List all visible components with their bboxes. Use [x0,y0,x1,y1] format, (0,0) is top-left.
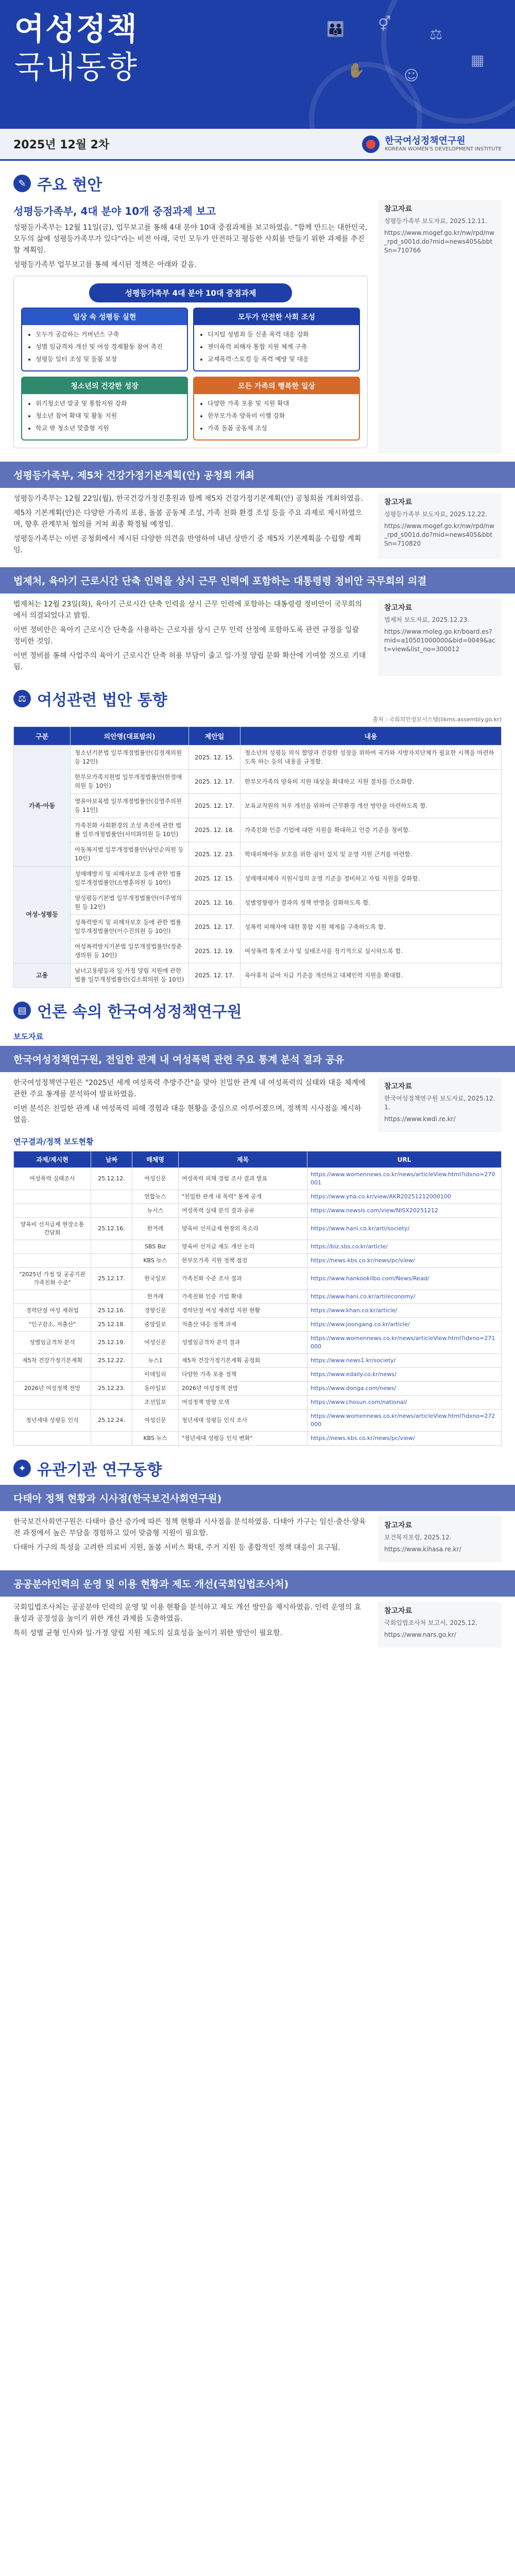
cell-title: 제5차 건강가정기본계획 공청회 [179,1354,307,1368]
cell-content: 성폭력 피해자에 대한 통합 지원 체계를 구축하도록 함. [241,915,502,939]
cell-title: 저출산 대응 정책 과제 [179,1318,307,1332]
chart-icon: ▦ [471,52,485,69]
reference-item: 법제처 보도자료, 2025.12.23. [384,616,470,623]
megaphone-icon: ✎ [13,175,31,192]
reference-box [378,1077,502,1132]
category-cell: 가족·아동 [14,745,71,867]
table-source-note: 출처 : 국회의안정보시스템(likms.assembly.go.kr) [372,716,502,723]
news-title-bar: 성평등가족부, 제5차 건강가정기본계획(안) 공청회 개최 [0,462,515,488]
gavel-icon: ⚖ [13,690,31,707]
box-item: • 가족 돌봄 공동체 조성 [208,423,354,433]
reference-title: 참고자료 [384,1521,413,1530]
cell-url[interactable]: https://www.womennews.co.kr/news/articleView.html?idxno=271000 [307,1332,502,1354]
cell-url[interactable]: https://news.kbs.co.kr/news/pc/view/ [307,1254,502,1268]
cell-name: 성매매방지 및 피해자보호 등에 관한 법률 일부개정법률안(소병훈의원 등 10인) [71,867,189,891]
cell-url[interactable]: https://biz.sbs.co.kr/article/ [307,1240,502,1254]
reference-box [378,599,502,676]
reference-box [378,1516,502,1562]
column-header: 제안일 [189,727,241,745]
cell-title: "청년세대 성평등 인식 변화" [179,1432,307,1446]
cell-outlet: 여성신문 [132,1410,179,1432]
cell-outlet: KBS 뉴스 [132,1254,179,1268]
table-row [14,1290,502,1304]
news-paragraph: 이번 분석은 친밀한 관계 내 여성폭력 피해 경험과 대응 현황을 중심으로 이루어졌으며, 정책적 시사점을 제시하였음. [13,1105,362,1124]
cell-topic [14,1396,91,1410]
cell-url[interactable]: https://www.newsis.com/view/NISX20251212 [307,1204,502,1218]
cell-url[interactable]: https://www.yna.co.kr/view/AKR20251212000100 [307,1190,502,1204]
cell-name: 남녀고용평등과 일·가정 양립 지원에 관한 법률 일부개정법률안(김소희의원 등 10인) [71,963,189,988]
cell-name: 영유아보육법 일부개정법률안(김영주의원 등 11인) [71,794,189,818]
cell-topic [14,1290,91,1304]
diagram-box [193,308,360,371]
cell-date: 2025. 12. 16. [189,891,241,915]
cell-outlet: 한겨레 [132,1290,179,1304]
table-row [14,939,502,963]
news-paragraph: 다태아 가구의 특성을 고려한 의료비 지원, 돌봄 서비스 확대, 주거 지원 등 종합적인 정책 대응이 요구됨. [13,1544,340,1552]
box-item: • 성별 임금격차 개선 및 여성 경제활동 참여 촉진 [36,342,182,352]
cell-title: 여성정책 방향 모색 [179,1396,307,1410]
table-row [14,794,502,818]
section-title: 주요 현안 [37,176,102,194]
reference-item: 보건복지포럼, 2025.12. [384,1534,452,1541]
cell-title: 청년세대 성평등 인식 조사 [179,1410,307,1432]
header-icons [316,15,502,103]
reference-item: 성평등가족부 보도자료, 2025.12.11. [384,217,487,225]
table-row [14,867,502,891]
section-main-issues [0,161,515,200]
reference-link[interactable]: https://www.kihasa.re.kr/ [384,1546,461,1553]
news-paragraph: 성평등가족부 업무보고를 통해 제시된 정책은 아래와 같음. [13,261,197,269]
cell-topic: 경력단절 여성 재취업 [14,1304,91,1318]
cell-name: 청소년기본법 일부개정법률안(김정재의원 등 12인) [71,745,189,770]
header-banner [0,0,515,129]
box-title: 모두가 안전한 사회 조성 [194,309,359,325]
reference-link[interactable]: https://www.kwdi.re.kr/ [384,1115,456,1123]
box-title: 일상 속 성평등 실현 [22,309,187,325]
cell-title: 여성폭력 피해 경험 조사 결과 발표 [179,1168,307,1190]
cell-url[interactable]: https://www.joongang.co.kr/article/ [307,1318,502,1332]
box-item: • 교제폭력·스토킹 등 폭력 예방 및 대응 [208,354,354,364]
cell-name: 양성평등기본법 일부개정법률안(이주영의원 등 12인) [71,891,189,915]
section-laws [0,676,515,715]
cell-date: 2025. 12. 15. [189,867,241,891]
column-header: 제목 [179,1151,307,1168]
cell-topic: 2026년 여성정책 전망 [14,1382,91,1396]
box-title: 모든 가족의 행복한 일상 [194,378,359,394]
category-cell: 여성·성평등 [14,867,71,963]
box-item: • 디지털 성범죄 등 신종 폭력 대응 강화 [208,329,354,340]
cell-date [91,1290,132,1304]
page-subtitle: 국내동향 [14,49,138,86]
cell-outlet: 연합뉴스 [132,1190,179,1204]
box-item: • 다양한 가족 포용 및 지원 확대 [208,398,354,409]
cell-outlet: 뉴시스 [132,1204,179,1218]
news-item [0,599,515,676]
cell-url[interactable]: https://www.womennews.co.kr/news/articleView.html?idxno=272000 [307,1410,502,1432]
news-paragraph: 한국보건사회연구원은 다태아 출산 증가에 따른 정책 현황과 시사점을 분석하였음. 다태아 가구는 임신·출산·양육 전 과정에서 높은 부담을 경험하고 있어 맞춤형 지원이 필요함. [13,1518,366,1537]
news-title-bar: 한국여성정책연구원, 전일한 관계 내 여성폭력 관련 주요 통계 분석 결과 공유 [0,1046,515,1072]
table-row [14,1368,502,1382]
table-row [14,891,502,915]
news-title-bar: 다태아 정책 현황과 시사점(한국보건사회연구원) [0,1485,515,1511]
cell-date: 2025. 12. 23. [189,842,241,867]
table-row [14,1204,502,1218]
section-media [0,988,515,1027]
news-paragraph: 국회입법조사처는 공공분야 인력의 운영 및 이용 현황을 분석하고 제도 개선 방안을 제시하였음. 인력 운영의 효율성과 공정성을 높이기 위한 개선 과제를 도출하였음. [13,1603,362,1623]
table-row [14,1318,502,1332]
news-item [0,1077,515,1132]
section-title: 여성관련 법안 통향 [37,691,167,709]
diagram-title: 성평등가족부 4대 분야 10대 중점과제 [89,283,293,302]
cell-title: 여성폭력 실태 분석 결과 공유 [179,1204,307,1218]
cell-date: 25.12.22. [91,1354,132,1368]
news-paragraph: 제5차 기본계획(안)은 다양한 가족의 포용, 돌봄 공동체 조성, 가족 친화 환경 조성 등을 주요 과제로 제시하였으며, 향후 관계부처 협의를 거쳐 최종 확정될 예정임. [13,509,363,529]
cell-date: 25.12.12. [91,1168,132,1190]
cell-date: 25.12.18. [91,1318,132,1332]
cell-date [91,1204,132,1218]
balance-icon: ⚖ [430,26,443,43]
cell-name: 성폭력방지 및 피해자보호 등에 관한 법률 일부개정법률안(이수진의원 등 10인) [71,915,189,939]
reference-title: 참고자료 [384,205,413,213]
cell-topic [14,1432,91,1446]
box-title: 청소년의 건강한 성장 [22,378,187,394]
cell-content: 청소년의 성평등 의식 함양과 건강한 성장을 위하여 국가와 지방자치단체가 필요한 시책을 마련하도록 하는 등의 내용을 규정함. [241,745,502,770]
cell-topic [14,1204,91,1218]
issue-label: 2025년 12월 2차 [13,139,110,151]
column-header: 구분 [14,727,71,745]
table-row [14,770,502,794]
cell-topic: 청년세대 성평등 인식 [14,1410,91,1432]
cell-date: 2025. 12. 19. [189,939,241,963]
cell-outlet: 이데일리 [132,1368,179,1382]
cell-date [91,1254,132,1268]
reference-title: 참고자료 [384,498,413,506]
news-paragraph: 이번 정비안은 육아기 근로시간 단축을 사용하는 근로자를 상시 근무 인력 산정에 포함하도록 관련 규정을 일괄 정비한 것임. [13,626,359,646]
cell-outlet: 동아일보 [132,1382,179,1396]
cell-title: "친밀한 관계 내 폭력" 통계 공개 [179,1190,307,1204]
cell-url[interactable]: https://www.chosun.com/national/ [307,1396,502,1410]
reference-item: 성평등가족부 보도자료, 2025.12.22. [384,511,487,518]
diagram-box [21,308,188,371]
reference-link[interactable]: https://www.mogef.go.kr/nw/rpd/nw_rpd_s001d.do?mid=news405&bbtSn=710820 [384,522,494,547]
cell-topic: 제5차 건강가정기본계획 [14,1354,91,1368]
table-row [14,1332,502,1354]
column-header: 의안명(대표발의) [71,727,189,745]
cell-url[interactable]: https://www.hani.co.kr/arti/society/ [307,1218,502,1240]
cell-name: 여성폭력방지기본법 일부개정법률안(정춘생의원 등 10인) [71,939,189,963]
gender-icon: ⚥ [378,15,391,32]
reference-link[interactable]: https://www.mogef.go.kr/nw/rpd/nw_rpd_s001d.do?mid=news405&bbtSn=710766 [384,229,494,254]
cell-title: 2026년 여성정책 전망 [179,1382,307,1396]
table-row [14,1396,502,1410]
law-table [13,726,502,988]
cell-date [91,1240,132,1254]
cell-outlet: 한겨레 [132,1218,179,1240]
cell-topic [14,1368,91,1382]
cell-date [91,1432,132,1446]
reference-item: 한국여성정책연구원 보도자료, 2025.12.1. [384,1095,495,1111]
table-row [14,963,502,988]
reference-title: 참고자료 [384,1607,413,1615]
cell-date: 2025. 12. 17. [189,915,241,939]
news-paragraph: 성평등가족부는 이번 공청회에서 제시된 다양한 의견을 반영하여 내년 상반기 중 제5차 기본계획을 수립할 계획임. [13,535,362,554]
cell-date: 25.12.19. [91,1332,132,1354]
cell-topic: 양육비 선지급제 현장소통 간담회 [14,1218,91,1240]
cell-outlet: 여성신문 [132,1168,179,1190]
news-paragraph: 성평등가족부는 12월 22일(월), 한국건강가정진흥원과 함께 제5차 건강가정기본계획(안) 공청회를 개최하였음. [13,495,363,503]
cell-url[interactable]: https://www.hani.co.kr/arti/economy/ [307,1290,502,1304]
cell-name: 아동복지법 일부개정법률안(남인순의원 등 10인) [71,842,189,867]
table-row [14,1190,502,1204]
cell-outlet: SBS Biz [132,1240,179,1254]
cell-content: 성별영향평가 결과의 정책 반영을 강화하도록 함. [241,891,502,915]
table-row [14,842,502,867]
column-header: 내용 [241,727,502,745]
cell-url[interactable]: https://www.womennews.co.kr/news/articleView.html?idxno=270001 [307,1168,502,1190]
box-item: • 학교 밖 청소년 맞춤형 지원 [36,423,182,433]
section-title: 유관기관 연구동향 [37,1461,162,1479]
cell-url[interactable]: https://www.khan.co.kr/article/ [307,1304,502,1318]
cell-title: 다양한 가족 포용 정책 [179,1368,307,1382]
table-row [14,1382,502,1396]
column-header: URL [307,1151,502,1168]
diagram-box [193,377,360,440]
news-item [0,1516,515,1562]
table-row [14,1268,502,1290]
cell-outlet: 뉴스1 [132,1354,179,1368]
cell-title: 양육비 선지급 제도 개선 논의 [179,1240,307,1254]
handshake-icon: ✋ [347,62,365,79]
cell-content: 한부모가족의 양육비 지원 대상을 확대하고 지원 절차를 간소화함. [241,770,502,794]
cell-content: 여성폭력 통계 조사 및 실태조사를 정기적으로 실시하도록 함. [241,939,502,963]
cell-name: 한부모가족지원법 일부개정법률안(한정애의원 등 10인) [71,770,189,794]
cell-date: 25.12.24. [91,1410,132,1432]
logo-mark-icon [362,135,380,153]
reference-link[interactable]: https://www.moleg.go.kr/board.es?mid=a10501000000&bid=0049&act=view&list_no=300012 [384,628,495,653]
cell-url[interactable]: https://news.kbs.co.kr/news/pc/view/ [307,1432,502,1446]
cell-date: 25.12.23. [91,1382,132,1396]
page-title: 여성정책 [14,11,138,47]
reference-title: 참고자료 [384,1082,413,1091]
table-row [14,1254,502,1268]
reference-item: 국회입법조사처 보고서, 2025.12. [384,1619,477,1626]
cell-outlet: 중앙일보 [132,1318,179,1332]
cell-topic: "인구감소, 저출산" [14,1318,91,1332]
column-header: 날짜 [91,1151,132,1168]
reference-box [378,200,502,453]
reference-title: 참고자료 [384,604,413,612]
sub-label: 보도자료 [13,1032,43,1041]
cell-date: 2025. 12. 17. [189,794,241,818]
cell-topic [14,1254,91,1268]
news-paragraph: 특히 성별 균형 인사와 일·가정 양립 지원 제도의 실효성을 높이기 위한 방안이 필요함. [13,1629,283,1637]
box-item: • 모두가 공감하는 거버넌스 구축 [36,329,182,340]
cell-date: 2025. 12. 17. [189,770,241,794]
cell-name: 가족친화 사회환경의 조성 촉진에 관한 법률 일부개정법률안(서미화의원 등 10인) [71,818,189,842]
cell-url[interactable]: https://www.hankookilbo.com/News/Read/ [307,1268,502,1290]
cell-date: 2025. 12. 17. [189,963,241,988]
cell-content: 보육교직원의 처우 개선을 위하여 근무환경 개선 방안을 마련하도록 함. [241,794,502,818]
section-title: 언론 속의 한국여성정책연구원 [37,1003,242,1021]
issue-bar [0,129,515,161]
cell-date [91,1190,132,1204]
cell-topic: 성별임금격차 분석 [14,1332,91,1354]
cell-date: 2025. 12. 15. [189,745,241,770]
section-research [0,1446,515,1485]
table-row [14,1218,502,1240]
cell-content: 육아휴직 급여 지급 기준을 개선하고 대체인력 지원을 확대함. [241,963,502,988]
cell-outlet: KBS 뉴스 [132,1432,179,1446]
news-title-bar: 법제처, 육아기 근로시간 단축 인력을 상시 근무 인력에 포함하는 대통령령 정비안 국무회의 의결 [0,567,515,594]
diagram-box [21,377,188,440]
cell-date: 25.12.17. [91,1268,132,1290]
box-item: • 한부모가족 양육비 이행 강화 [208,411,354,421]
logo [362,135,502,153]
news-paragraph: 한국여성정책연구원은 "2025년 세계 여성폭력 추방주간"을 맞아 친밀한 관계 내 여성폭력의 실태와 대응 체계에 관한 주요 통계를 분석하여 발표하였음. [13,1079,366,1098]
people-icon: ☺ [404,67,419,84]
logo-name-en: KOREAN WOMEN'S DEVELOPMENT INSTITUTE [385,146,502,152]
cell-topic: 여성폭력 실태조사 [14,1168,91,1190]
cell-date: 25.12.16. [91,1218,132,1240]
cell-topic [14,1240,91,1254]
table-row [14,1410,502,1432]
newspaper-icon: ▤ [13,1002,31,1019]
cell-date [91,1396,132,1410]
cell-date: 25.12.16. [91,1304,132,1318]
reference-link[interactable]: https://www.nars.go.kr/ [384,1631,456,1638]
category-cell: 고용 [14,963,71,988]
cell-url[interactable]: https://www.edaily.co.kr/news/ [307,1368,502,1382]
box-item: • 청소년 참여 확대 및 활동 지원 [36,411,182,421]
cell-url[interactable]: https://www.news1.kr/society/ [307,1354,502,1368]
table-row [14,915,502,939]
box-item: • 젠더폭력 피해자 통합 지원 체계 구축 [208,342,354,352]
news-item [0,493,515,559]
sub-label: 연구결과/정책 보도현황 [13,1137,94,1146]
table-row [14,745,502,770]
table-row [14,1240,502,1254]
family-icon: 👪 [327,21,345,38]
news-item [0,200,515,453]
cell-outlet: 여성신문 [132,1332,179,1354]
cell-outlet: 조선일보 [132,1396,179,1410]
news-paragraph: 성평등가족부는 12월 11일(금), 업무보고를 통해 4대 분야 10대 중점과제를 보고하였음. "함께 만드는 대한민국, 모두의 삶에 성평등가족부가 있다"라는 비전 아래, 국민 모두가 안전하고 평등한 사회를 만들기 위한 과제를 추진할 계획임. [13,224,368,255]
news-item [0,1602,515,1663]
cell-title: 가족친화 수준 조사 결과 [179,1268,307,1290]
cell-date: 2025. 12. 18. [189,818,241,842]
cell-title: 양육비 선지급제 현장의 목소리 [179,1218,307,1240]
cell-title: 가족친화 인증 기업 확대 [179,1290,307,1304]
cell-title: 한부모가족 지원 정책 점검 [179,1254,307,1268]
cell-outlet: 경향신문 [132,1304,179,1318]
cell-content: 학대피해아동 보호를 위한 쉼터 설치 및 운영 지원 근거를 마련함. [241,842,502,867]
news-title: 성평등가족부, 4대 분야 10개 중점과제 보고 [13,205,216,217]
news-title-bar: 공공분야인력의 운영 및 이용 현황과 제도 개선(국회입법조사처) [0,1570,515,1597]
cell-topic [14,1190,91,1204]
cell-date [91,1368,132,1382]
table-row [14,1354,502,1368]
table-row [14,1432,502,1446]
reference-box [378,1602,502,1648]
news-paragraph: 법제처는 12월 23일(화), 육아기 근로시간 단축 인력을 상시 근무 인력에 포함하는 대통령령 정비안이 국무회의에서 의결되었다고 밝힘. [13,600,362,620]
cell-content: 성매매피해자 지원시설의 운영 기준을 정비하고 자립 지원을 강화함. [241,867,502,891]
box-item: • 성평등 일터 조성 및 돌봄 보장 [36,354,182,364]
table-row [14,818,502,842]
cell-topic: "2025년 가정 및 공공기관 가족친화 수준" [14,1268,91,1290]
cell-title: 성별임금격차 분석 결과 [179,1332,307,1354]
policy-diagram [13,276,368,448]
cell-title: 경력단절 여성 재취업 지원 현황 [179,1304,307,1318]
news-paragraph: 이번 정비를 통해 사업주의 육아기 근로시간 단축 허용 부담이 줄고 일·가정 양립 문화 확산에 기여할 것으로 기대됨. [13,652,366,671]
cell-outlet: 한국일보 [132,1268,179,1290]
column-header: 매체명 [132,1151,179,1168]
table-row [14,1168,502,1190]
logo-name: 한국여성정책연구원 [385,135,466,146]
table-row [14,1304,502,1318]
media-table [13,1151,502,1446]
cell-url[interactable]: https://www.donga.com/news/ [307,1382,502,1396]
box-item: • 위기청소년 발굴 및 통합지원 강화 [36,398,182,409]
cell-content: 가족친화 인증 기업에 대한 지원을 확대하고 인증 기준을 정비함. [241,818,502,842]
column-header: 과제/제시현 [14,1151,91,1168]
research-icon: ✦ [13,1460,31,1477]
reference-box [378,493,502,559]
